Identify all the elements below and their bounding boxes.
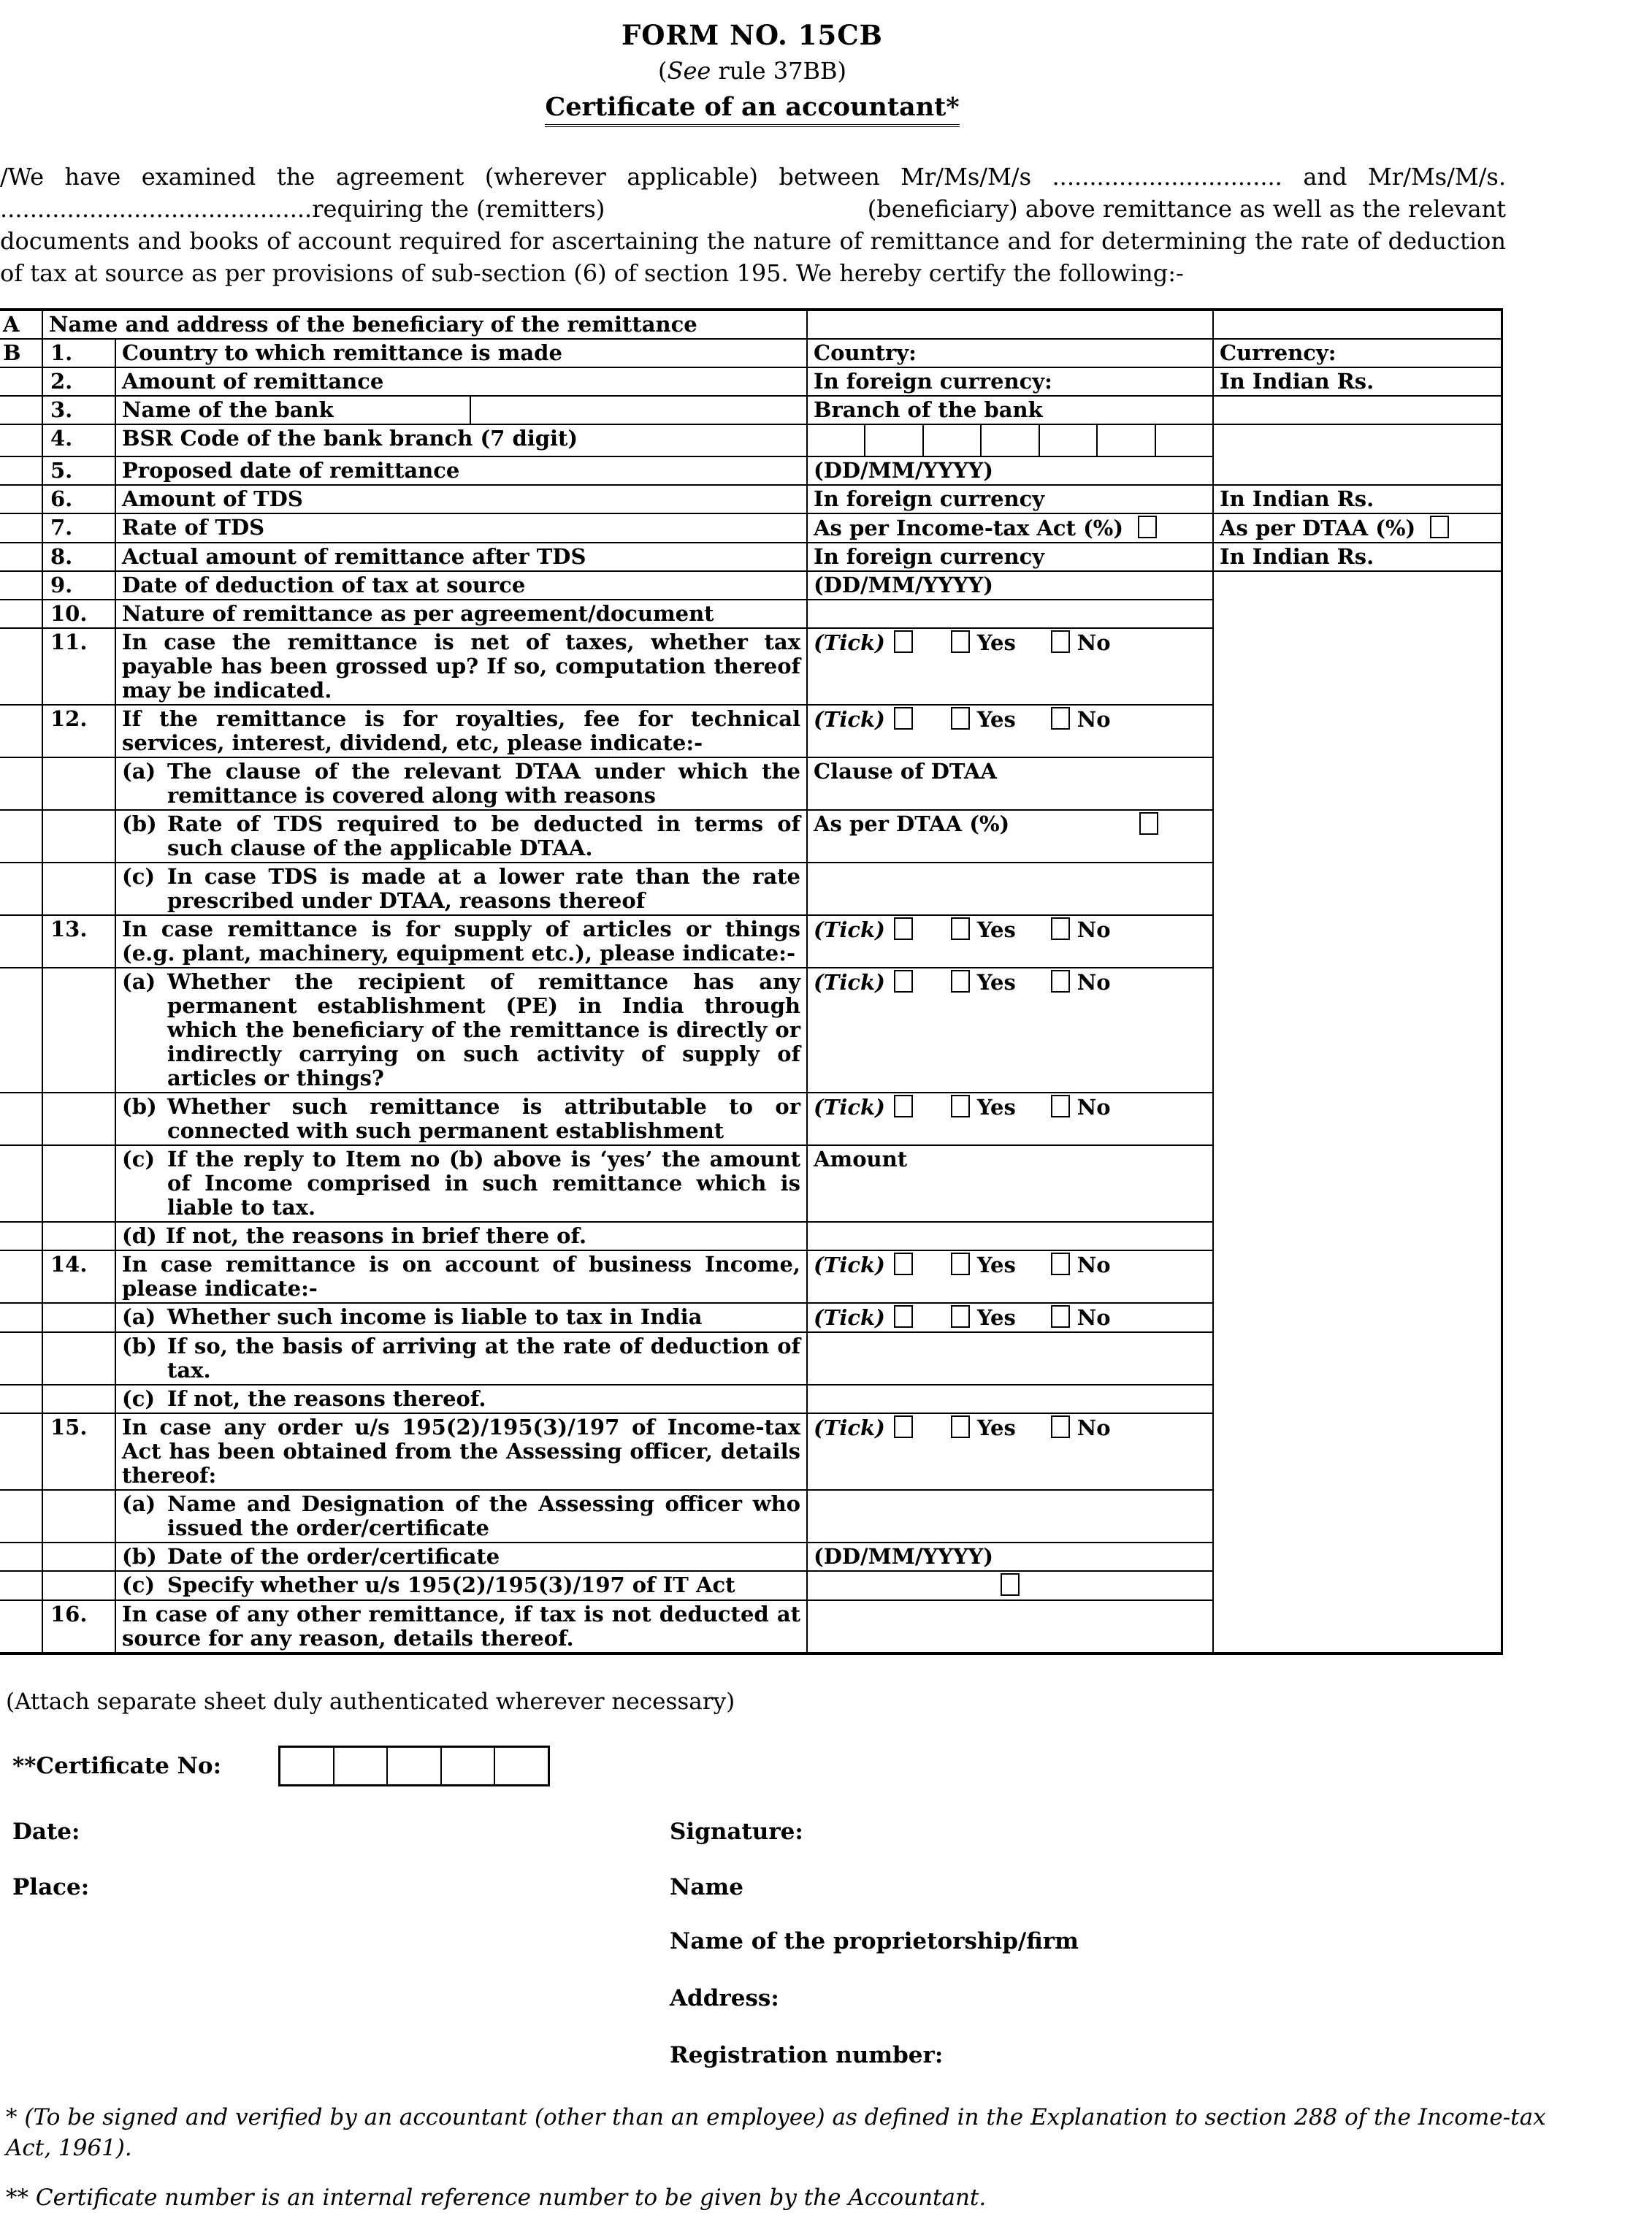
yes-label: Yes (976, 917, 1016, 942)
row-8-num: 8. (42, 543, 115, 571)
row-14-desc: In case remittance is on account of business Income, please indicate:- (115, 1250, 807, 1303)
yes-checkbox-icon[interactable] (951, 917, 970, 940)
row-14b-num-blank (42, 1332, 115, 1385)
itact-checkbox-icon[interactable] (1138, 516, 1157, 538)
tick-label: (Tick) (814, 1095, 885, 1120)
no-label: No (1077, 1095, 1111, 1120)
certificate-no-box[interactable] (280, 1748, 334, 1784)
row-5-num: 5. (42, 456, 115, 485)
row-12b-a-blank (0, 810, 42, 863)
rule-suffix: rule 37BB) (711, 57, 846, 85)
yes-checkbox-icon[interactable] (951, 707, 970, 730)
row-13d-desc-cell (115, 1222, 807, 1250)
row-7-itact-label: As per Income-tax Act (%) (814, 516, 1124, 540)
registration-row-spacer (12, 2042, 670, 2068)
certificate-no-boxes (278, 1746, 550, 1786)
dtaa-checkbox-icon[interactable] (1430, 516, 1449, 538)
row-13d-desc: If not, the reasons in brief there of. (165, 1223, 587, 1248)
row-4-a-blank (0, 424, 42, 456)
row-8-a-blank (0, 543, 42, 571)
row-13c-desc: If the reply to Item no (b) above is ‘yes’ the amount of Income comprised in such remittance which is liable to tax. (167, 1147, 801, 1220)
intro-line-2 (0, 193, 1506, 225)
signature-label: Signature: (670, 1819, 803, 1845)
yes-label: Yes (976, 1253, 1016, 1277)
row-12b-desc-cell (115, 810, 807, 863)
row-13b-a-blank (0, 1093, 42, 1145)
no-checkbox-icon[interactable] (1051, 1415, 1070, 1438)
bsr-digit-box[interactable] (1040, 425, 1098, 456)
row-3-branch-field[interactable]: Branch of the bank (807, 396, 1213, 424)
row-15b-desc: Date of the order/certificate (167, 1544, 500, 1569)
row-2-foreign-currency-field[interactable]: In foreign currency: (807, 367, 1213, 396)
no-checkbox-icon[interactable] (1051, 630, 1070, 653)
tick-label: (Tick) (814, 707, 885, 732)
row-3-a-blank (0, 396, 42, 424)
no-checkbox-icon[interactable] (1051, 917, 1070, 940)
row-14-num: 14. (42, 1250, 115, 1303)
rule-see: See (667, 57, 711, 85)
yes-label: Yes (976, 1305, 1016, 1330)
row-1-desc: Country to which remittance is made (115, 339, 807, 367)
address-row (12, 1985, 1652, 2011)
no-checkbox-icon[interactable] (1051, 707, 1070, 730)
row-13c-label: (c) (122, 1147, 156, 1172)
row-14b-mid-blank[interactable] (807, 1332, 1213, 1385)
row-2-desc: Amount of remittance (115, 367, 807, 396)
row-13d-a-blank (0, 1222, 42, 1250)
section-b-label: B (0, 339, 42, 367)
tick-label: (Tick) (814, 630, 885, 655)
row-14b-a-blank (0, 1332, 42, 1385)
no-label: No (1077, 707, 1111, 732)
row-14c-desc: If not, the reasons thereof. (167, 1386, 486, 1411)
table-row-4 (0, 424, 1502, 456)
intro-line-3: documents and books of account required for ascertaining the nature of remittance and for determining the rate of deduction (0, 227, 1506, 255)
row-13a-a-blank (0, 968, 42, 1093)
row-2-indian-rs-field[interactable]: In Indian Rs. (1213, 367, 1502, 396)
row-11-num: 11. (42, 628, 115, 705)
row-16-a-blank (0, 1600, 42, 1654)
footnote-signed: * (To be signed and verified by an accountant (other than an employee) as defined in the Explanation to section 288 of the Income-tax Act, 1961). (6, 2104, 1546, 2161)
row-8-indian-rs-field[interactable]: In Indian Rs. (1213, 543, 1502, 571)
row-14c-desc-cell (115, 1385, 807, 1413)
row-a-desc: Name and address of the beneficiary of the remittance (42, 310, 807, 339)
form-number: FORM NO. 15CB (622, 19, 883, 51)
row-16-mid-blank[interactable] (807, 1600, 1213, 1654)
row-10-mid-blank[interactable] (807, 600, 1213, 628)
intro-line-2-left: ..........................................requiring the (remitters) (0, 195, 605, 223)
yes-label: Yes (976, 970, 1016, 995)
row-14c-a-blank (0, 1385, 42, 1413)
no-label: No (1077, 630, 1111, 655)
row-13c-desc-cell (115, 1145, 807, 1222)
certificate-no-label: **Certificate No: (12, 1753, 222, 1779)
row-12a-desc-cell (115, 757, 807, 810)
tick-checkbox-icon[interactable] (894, 630, 913, 653)
row-3-right-blank[interactable] (1213, 396, 1502, 424)
row-13b-num-blank (42, 1093, 115, 1145)
no-label: No (1077, 1415, 1111, 1440)
rows-9-16-right-blank[interactable] (1213, 571, 1502, 1654)
table-row-9 (0, 571, 1502, 600)
row-12b-dtaa-label: As per DTAA (%) (814, 811, 1010, 836)
row-9-date-field[interactable]: (DD/MM/YYYY) (807, 571, 1213, 600)
firm-label: Name of the proprietorship/firm (670, 1928, 1079, 1954)
row-12a-clause-field[interactable]: Clause of DTAA (807, 757, 1213, 810)
row-10-desc: Nature of remittance as per agreement/document (115, 600, 807, 628)
row-15a-num-blank (42, 1490, 115, 1543)
row-15b-a-blank (0, 1543, 42, 1571)
row-6-desc: Amount of TDS (115, 485, 807, 513)
row-6-indian-rs-field[interactable]: In Indian Rs. (1213, 485, 1502, 513)
no-checkbox-icon[interactable] (1051, 970, 1070, 993)
row-14-a-blank (0, 1250, 42, 1303)
row-13d-num-blank (42, 1222, 115, 1250)
row-11-tick-cell (807, 628, 1213, 705)
section-checkbox-icon[interactable] (1001, 1573, 1020, 1596)
bsr-digit-box[interactable] (808, 425, 865, 456)
yes-label: Yes (976, 630, 1016, 655)
row-15a-mid-blank[interactable] (807, 1490, 1213, 1543)
certificate-no-box[interactable] (334, 1748, 389, 1784)
row-5-date-field[interactable]: (DD/MM/YYYY) (807, 456, 1213, 485)
tick-checkbox-icon[interactable] (894, 970, 913, 993)
row-15-num: 15. (42, 1413, 115, 1490)
row-4-5-right-blank[interactable] (1213, 424, 1502, 485)
row-15-a-blank (0, 1413, 42, 1490)
date-signature-row (12, 1819, 1652, 1845)
row-12c-desc-cell (115, 863, 807, 915)
row-15-desc: In case any order u/s 195(2)/195(3)/197 of Income-tax Act has been obtained from the Assessing officer, details thereof: (115, 1413, 807, 1490)
row-7-dtaa-cell (1213, 513, 1502, 543)
row-3-bank-name-field[interactable] (471, 397, 806, 424)
row-14a-tick-cell (807, 1303, 1213, 1332)
row-12a-label: (a) (122, 759, 156, 784)
row-4-bsr-boxes (807, 424, 1213, 456)
row-4-desc: BSR Code of the bank branch (7 digit) (115, 424, 807, 456)
intro-line-2-right: (beneficiary) above remittance as well as the relevant (867, 195, 1506, 223)
row-12c-desc: In case TDS is made at a lower rate than the rate prescribed under DTAA, reasons thereof (167, 864, 801, 913)
row-12b-desc: Rate of TDS required to be deducted in terms of such clause of the applicable DTAA. (167, 811, 801, 860)
row-14c-mid-blank[interactable] (807, 1385, 1213, 1413)
row-15c-num-blank (42, 1571, 115, 1600)
yes-checkbox-icon[interactable] (951, 1095, 970, 1117)
row-13-desc: In case remittance is for supply of articles or things (e.g. plant, machinery, equipment etc.), please indicate:- (115, 915, 807, 968)
row-15c-checkbox-cell (807, 1571, 1213, 1600)
bsr-digit-box[interactable] (1098, 425, 1155, 456)
row-7-dtaa-label: As per DTAA (%) (1220, 516, 1416, 540)
row-9-a-blank (0, 571, 42, 600)
registration-row (12, 2042, 1652, 2068)
row-15b-num-blank (42, 1543, 115, 1571)
row-12-num: 12. (42, 705, 115, 757)
row-9-desc: Date of deduction of tax at source (115, 571, 807, 600)
row-6-num: 6. (42, 485, 115, 513)
remittance-details-table (0, 308, 1503, 1655)
dtaa-rate-checkbox-icon[interactable] (1139, 812, 1158, 835)
name-label: Name (670, 1874, 743, 1900)
row-7-desc: Rate of TDS (115, 513, 807, 543)
row-4-num: 4. (42, 424, 115, 456)
rule-prefix: ( (658, 57, 668, 85)
row-12c-label: (c) (122, 864, 156, 889)
tick-checkbox-icon[interactable] (894, 1095, 913, 1117)
row-13d-mid-blank[interactable] (807, 1222, 1213, 1250)
certificate-no-row (12, 1746, 1652, 1786)
row-13a-num-blank (42, 968, 115, 1093)
row-12a-num-blank (42, 757, 115, 810)
row-15-tick-cell (807, 1413, 1213, 1490)
certificate-no-box[interactable] (388, 1748, 442, 1784)
row-7-a-blank (0, 513, 42, 543)
section-a-label: A (0, 310, 42, 339)
row-12c-mid-blank[interactable] (807, 863, 1213, 915)
row-14c-label: (c) (122, 1386, 156, 1411)
row-15b-label: (b) (122, 1544, 157, 1569)
address-label: Address: (670, 1985, 779, 2011)
row-15b-date-field[interactable]: (DD/MM/YYYY) (807, 1543, 1213, 1571)
date-label: Date: (12, 1819, 80, 1845)
footnote-certificate: ** Certificate number is an internal reference number to be given by the Accountant. (6, 2185, 987, 2211)
tick-checkbox-icon[interactable] (894, 917, 913, 940)
row-15a-desc-cell (115, 1490, 807, 1543)
row-13-tick-cell (807, 915, 1213, 968)
rule-reference (0, 57, 1504, 85)
row-9-num: 9. (42, 571, 115, 600)
no-label: No (1077, 917, 1111, 942)
row-3-bank-name-label: Name of the bank (116, 397, 471, 424)
row-14b-label: (b) (122, 1334, 157, 1358)
row-12a-desc: The clause of the relevant DTAA under which the remittance is covered along with reasons (167, 759, 801, 808)
tick-checkbox-icon[interactable] (894, 1305, 913, 1328)
row-14a-desc: Whether such income is liable to tax in India (167, 1304, 703, 1329)
table-row-8 (0, 543, 1502, 571)
row-13a-label: (a) (122, 969, 156, 994)
row-14a-a-blank (0, 1303, 42, 1332)
row-11-desc: In case the remittance is net of taxes, whether tax payable has been grossed up? If so, computation thereof may be indicated. (115, 628, 807, 705)
row-1-country-field[interactable]: Country: (807, 339, 1213, 367)
row-15c-a-blank (0, 1571, 42, 1600)
yes-checkbox-icon[interactable] (951, 970, 970, 993)
attach-note: (Attach separate sheet duly authenticated wherever necessary) (6, 1689, 735, 1715)
row-12c-num-blank (42, 863, 115, 915)
address-row-spacer (12, 1985, 670, 2011)
row-13b-label: (b) (122, 1094, 157, 1119)
table-row-6 (0, 485, 1502, 513)
row-14-tick-cell (807, 1250, 1213, 1303)
row-14a-label: (a) (122, 1304, 156, 1329)
firm-row-spacer (12, 1928, 670, 1954)
row-16-num: 16. (42, 1600, 115, 1654)
row-15a-label: (a) (122, 1491, 156, 1516)
row-8-foreign-currency-field[interactable]: In foreign currency (807, 543, 1213, 571)
row-12c-a-blank (0, 863, 42, 915)
bsr-digit-box[interactable] (924, 425, 982, 456)
row-13a-desc-cell (115, 968, 807, 1093)
row-15a-desc: Name and Designation of the Assessing officer who issued the order/certificate (167, 1491, 801, 1540)
table-row-7 (0, 513, 1502, 543)
row-13c-num-blank (42, 1145, 115, 1222)
tick-label: (Tick) (814, 917, 885, 942)
tick-label: (Tick) (814, 970, 885, 995)
certificate-no-box[interactable] (442, 1748, 496, 1784)
row-6-foreign-currency-field[interactable]: In foreign currency (807, 485, 1213, 513)
no-label: No (1077, 1253, 1111, 1277)
row-12-desc: If the remittance is for royalties, fee for technical services, interest, dividend, etc, please indicate:- (115, 705, 807, 757)
row-a-right-blank[interactable] (1213, 310, 1502, 339)
table-row-2 (0, 367, 1502, 396)
tick-checkbox-icon[interactable] (894, 1253, 913, 1275)
registration-label: Registration number: (670, 2042, 944, 2068)
row-6-a-blank (0, 485, 42, 513)
row-13c-amount-field[interactable]: Amount (807, 1145, 1213, 1222)
row-15c-desc-cell (115, 1571, 807, 1600)
row-13b-desc: Whether such remittance is attributable to or connected with such permanent establishment (167, 1094, 801, 1143)
row-2-a-blank (0, 367, 42, 396)
row-12b-dtaa-rate-cell (807, 810, 1213, 863)
bsr-digit-box[interactable] (865, 425, 923, 456)
row-14c-num-blank (42, 1385, 115, 1413)
yes-checkbox-icon[interactable] (951, 1253, 970, 1275)
row-7-num: 7. (42, 513, 115, 543)
row-15c-desc: Specify whether u/s 195(2)/195(3)/197 of IT Act (167, 1572, 735, 1597)
row-13d-label: (d) (122, 1223, 157, 1248)
row-14a-num-blank (42, 1303, 115, 1332)
bsr-digit-box[interactable] (982, 425, 1039, 456)
row-13c-a-blank (0, 1145, 42, 1222)
row-5-desc: Proposed date of remittance (115, 456, 807, 485)
yes-checkbox-icon[interactable] (951, 630, 970, 653)
yes-label: Yes (976, 1415, 1016, 1440)
row-5-a-blank (0, 456, 42, 485)
row-13a-desc: Whether the recipient of remittance has any permanent establishment (PE) in India through which the beneficiary of the remittance is directly or indirectly carrying on such activity of supply of articles or things? (167, 969, 801, 1090)
yes-label: Yes (976, 707, 1016, 732)
row-1-currency-field[interactable]: Currency: (1213, 339, 1502, 367)
row-12-a-blank (0, 705, 42, 757)
row-16-desc: In case of any other remittance, if tax is not deducted at source for any reason, details thereof. (115, 1600, 807, 1654)
intro-line-1: /We have examined the agreement (wherever applicable) between Mr/Ms/M/s ............................... and Mr/Ms/M/s. (0, 163, 1506, 191)
no-checkbox-icon[interactable] (1051, 1305, 1070, 1328)
yes-checkbox-icon[interactable] (951, 1305, 970, 1328)
row-15c-label: (c) (122, 1572, 156, 1597)
row-1-num: 1. (42, 339, 115, 367)
tick-checkbox-icon[interactable] (894, 707, 913, 730)
table-row-1 (0, 339, 1502, 367)
row-14a-desc-cell (115, 1303, 807, 1332)
row-3-num: 3. (42, 396, 115, 424)
table-row-A (0, 310, 1502, 339)
form-header (0, 0, 1504, 127)
tick-label: (Tick) (814, 1415, 885, 1440)
table-row-3 (0, 396, 1502, 424)
row-12b-label: (b) (122, 811, 157, 836)
row-14b-desc-cell (115, 1332, 807, 1385)
row-13b-desc-cell (115, 1093, 807, 1145)
tick-label: (Tick) (814, 1253, 885, 1277)
bsr-digit-box[interactable] (1156, 425, 1212, 456)
yes-checkbox-icon[interactable] (951, 1415, 970, 1438)
place-name-row (12, 1874, 1652, 1900)
row-12-tick-cell (807, 705, 1213, 757)
row-12a-a-blank (0, 757, 42, 810)
tick-checkbox-icon[interactable] (894, 1415, 913, 1438)
row-7-itact-cell (807, 513, 1213, 543)
certificate-no-box[interactable] (495, 1748, 548, 1784)
row-15b-desc-cell (115, 1543, 807, 1571)
no-checkbox-icon[interactable] (1051, 1095, 1070, 1117)
intro-paragraph (0, 161, 1506, 289)
intro-line-4: of tax at source as per provisions of sub-section (6) of section 195. We hereby certify the following:- (0, 259, 1184, 287)
row-15a-a-blank (0, 1490, 42, 1543)
row-13b-tick-cell (807, 1093, 1213, 1145)
row-12b-num-blank (42, 810, 115, 863)
row-10-num: 10. (42, 600, 115, 628)
row-11-a-blank (0, 628, 42, 705)
row-10-a-blank (0, 600, 42, 628)
row-14b-desc: If so, the basis of arriving at the rate of deduction of tax. (167, 1334, 801, 1383)
page-title: Certificate of an accountant* (545, 92, 959, 127)
no-label: No (1077, 1305, 1111, 1330)
row-8-desc: Actual amount of remittance after TDS (115, 543, 807, 571)
no-label: No (1077, 970, 1111, 995)
no-checkbox-icon[interactable] (1051, 1253, 1070, 1275)
row-13a-tick-cell (807, 968, 1213, 1093)
tick-label: (Tick) (814, 1305, 885, 1330)
row-13-num: 13. (42, 915, 115, 968)
row-13-a-blank (0, 915, 42, 968)
yes-label: Yes (976, 1095, 1016, 1120)
place-label: Place: (12, 1874, 90, 1900)
row-2-num: 2. (42, 367, 115, 396)
firm-row (12, 1928, 1652, 1954)
row-3-desc-cell (115, 396, 807, 424)
row-a-mid-blank[interactable] (807, 310, 1213, 339)
